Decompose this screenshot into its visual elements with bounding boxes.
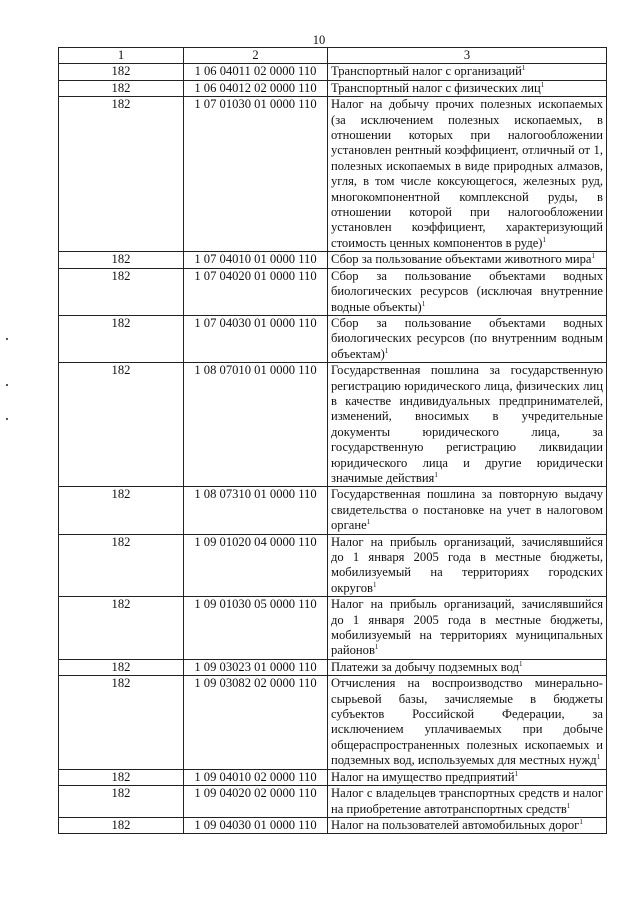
budget-classification-code-cell: 1 07 04020 01 0000 110	[184, 268, 328, 315]
footnote-marker: 1	[542, 235, 547, 244]
revenue-name-text: Транспортный налог с организаций	[331, 64, 522, 79]
margin-mark	[6, 384, 8, 386]
table-row	[59, 64, 607, 80]
budget-classification-code-cell: 1 09 03082 02 0000 110	[184, 676, 328, 769]
revenue-name-text: Отчисления на воспроизводство минерально-сырьевой базы, зачисляемые в бюджеты субъектов Российской Федерации, за исключением уплачиваемых при добыче общераспространенных полезных ископаемых и подземных вод, используемых для местных нужд	[331, 676, 603, 768]
table-row	[59, 597, 607, 660]
budget-code-table	[58, 47, 607, 834]
revenue-name-text: Транспортный налог с физических лиц	[331, 80, 541, 95]
budget-classification-code-cell: 1 08 07310 01 0000 110	[184, 487, 328, 534]
revenue-name-cell	[328, 659, 607, 675]
revenue-name-cell	[328, 363, 607, 487]
admin-code-cell: 182	[59, 80, 184, 96]
header-cell-3: 3	[328, 48, 607, 64]
admin-code-cell: 182	[59, 659, 184, 675]
header-cell-1: 1	[59, 48, 184, 64]
revenue-name-text: Сбор за пользование объектами водных биологических ресурсов (по внутренним водным объектам)	[331, 315, 603, 361]
budget-classification-code-cell: 1 09 01020 04 0000 110	[184, 534, 328, 597]
margin-mark	[6, 338, 8, 340]
budget-classification-code-cell: 1 09 01030 05 0000 110	[184, 597, 328, 660]
page-number: 10	[312, 33, 326, 47]
revenue-name-text: Государственная пошлина за повторную выдачу свидетельства о постановке на учет в налоговом органе	[331, 487, 603, 533]
admin-code-cell: 182	[59, 786, 184, 818]
budget-classification-code-cell: 1 06 04012 02 0000 110	[184, 80, 328, 96]
revenue-name-cell	[328, 817, 607, 833]
table-row	[59, 487, 607, 534]
footnote-marker: 1	[384, 346, 389, 355]
admin-code-cell: 182	[59, 597, 184, 660]
revenue-name-text: Государственная пошлина за государственную регистрацию юридического лица, физических лиц в качестве индивидуальных предпринимателей, изменений, вносимых в учредительные документы юридического лица, за государственную регистрацию ликвидации юридического лица и другие юридически значимые действия	[331, 363, 603, 485]
admin-code-cell: 182	[59, 252, 184, 268]
admin-code-cell: 182	[59, 64, 184, 80]
budget-classification-code-cell: 1 07 04030 01 0000 110	[184, 315, 328, 362]
admin-code-cell: 182	[59, 534, 184, 597]
table-row	[59, 252, 607, 268]
budget-classification-code-cell: 1 06 04011 02 0000 110	[184, 64, 328, 80]
footnote-marker: 1	[579, 817, 583, 826]
table-row	[59, 817, 607, 833]
footnote-marker: 1	[519, 659, 523, 668]
revenue-name-text: Налог на пользователей автомобильных дорог	[331, 817, 580, 832]
revenue-name-text: Налог на имущество предприятий	[331, 769, 515, 784]
revenue-name-cell	[328, 786, 607, 818]
footnote-marker: 1	[566, 801, 571, 810]
revenue-name-cell	[328, 268, 607, 315]
table-row	[59, 769, 607, 785]
admin-code-cell: 182	[59, 676, 184, 769]
revenue-name-cell	[328, 769, 607, 785]
budget-classification-code-cell: 1 07 04010 01 0000 110	[184, 252, 328, 268]
revenue-name-cell	[328, 97, 607, 252]
table-row	[59, 268, 607, 315]
table-row	[59, 315, 607, 362]
footnote-marker: 1	[596, 753, 601, 762]
admin-code-cell: 182	[59, 268, 184, 315]
budget-classification-code-cell: 1 09 04020 02 0000 110	[184, 786, 328, 818]
table-row	[59, 363, 607, 487]
revenue-name-text: Налог на прибыль организаций, зачислявшийся до 1 января 2005 года в местные бюджеты, мобилизуемый на территориях муниципальных районов	[331, 597, 603, 658]
revenue-name-text: Налог на добычу прочих полезных ископаемых (за исключением полезных ископаемых, в отношении которых при налогообложении установлен рентный коэффициент, отличный от 1, полезных ископаемых в виде природных алмазов, угля, в том числе коксующегося, железных руд, многокомпонентной комплексной руды, в отношении которой при налогообложении установлен коэффициент, характеризующий стоимость ценных компонентов в руде)	[331, 97, 603, 250]
table-row	[59, 786, 607, 818]
revenue-name-text: Сбор за пользование объектами животного мира	[331, 252, 592, 267]
margin-mark	[6, 418, 8, 420]
header-cell-2: 2	[184, 48, 328, 64]
footnote-marker: 1	[434, 470, 438, 479]
table-row	[59, 534, 607, 597]
revenue-name-text: Платежи за добычу подземных вод	[331, 659, 520, 674]
revenue-name-cell	[328, 487, 607, 534]
admin-code-cell: 182	[59, 487, 184, 534]
footnote-marker: 1	[521, 64, 526, 73]
budget-classification-code-cell: 1 08 07010 01 0000 110	[184, 363, 328, 487]
admin-code-cell: 182	[59, 769, 184, 785]
footnote-marker: 1	[514, 769, 519, 778]
footnote-marker: 1	[591, 252, 596, 261]
revenue-name-text: Налог на прибыль организаций, зачислявшийся до 1 января 2005 года в местные бюджеты, мобилизуемый на территориях городских округов	[331, 534, 603, 595]
revenue-name-cell	[328, 80, 607, 96]
revenue-name-cell	[328, 597, 607, 660]
admin-code-cell: 182	[59, 315, 184, 362]
table-row	[59, 97, 607, 252]
budget-classification-code-cell: 1 09 03023 01 0000 110	[184, 659, 328, 675]
budget-classification-code-cell: 1 07 01030 01 0000 110	[184, 97, 328, 252]
table-row	[59, 659, 607, 675]
footnote-marker: 1	[372, 580, 377, 589]
footnote-marker: 1	[366, 518, 371, 526]
budget-classification-code-cell: 1 09 04010 02 0000 110	[184, 769, 328, 785]
footnote-marker: 1	[374, 643, 379, 652]
footnote-marker: 1	[540, 80, 545, 89]
table-header-row	[59, 48, 607, 64]
revenue-name-cell	[328, 676, 607, 769]
revenue-name-cell	[328, 534, 607, 597]
admin-code-cell: 182	[59, 817, 184, 833]
table-row	[59, 676, 607, 769]
revenue-name-cell	[328, 315, 607, 362]
budget-classification-code-cell: 1 09 04030 01 0000 110	[184, 817, 328, 833]
revenue-name-text: Сбор за пользование объектами водных биологических ресурсов (исключая внутренние водные объекты)	[331, 268, 603, 314]
revenue-name-cell	[328, 252, 607, 268]
revenue-name-text: Налог с владельцев транспортных средств и налог на приобретение автотранспортных средств	[331, 786, 603, 816]
admin-code-cell: 182	[59, 363, 184, 487]
footnote-marker: 1	[421, 299, 426, 308]
table-row	[59, 80, 607, 96]
admin-code-cell: 182	[59, 97, 184, 252]
revenue-name-cell	[328, 64, 607, 80]
